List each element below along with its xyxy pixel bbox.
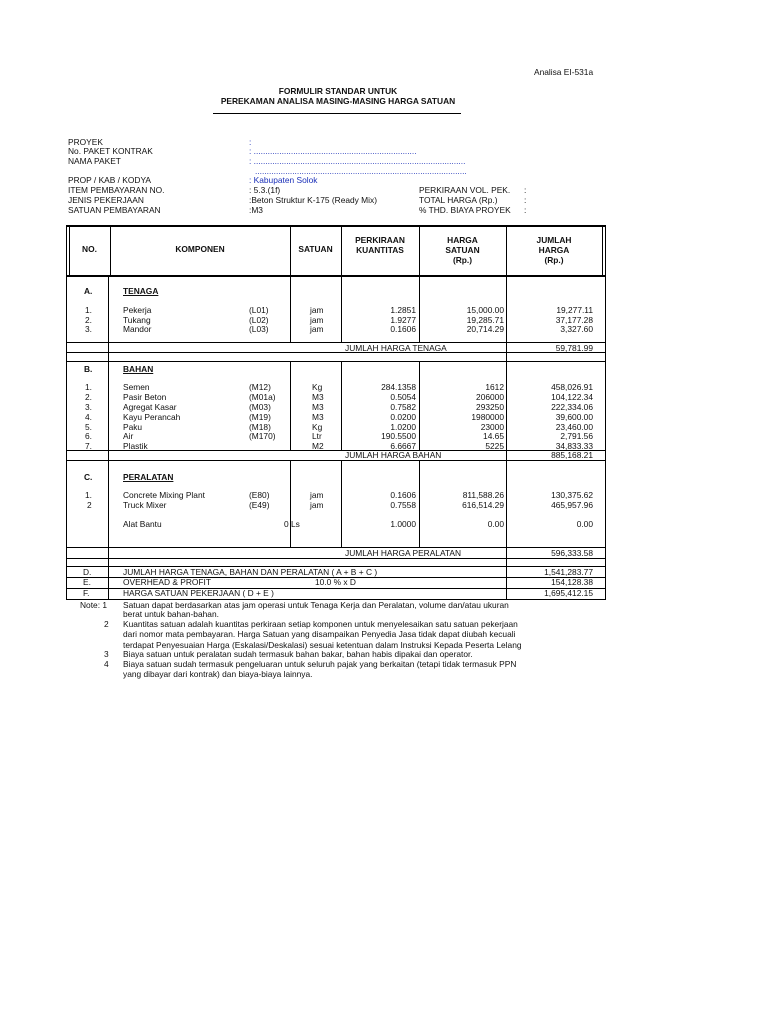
row-unit: Kg (312, 382, 323, 392)
row-name: Pasir Beton (123, 392, 167, 402)
row-qty: 1.2851 (390, 305, 416, 315)
row-price: 19,285.71 (466, 315, 504, 325)
jenis-value: :Beton Struktur K-175 (Ready Mix) (249, 195, 378, 205)
summary-code: F. (83, 588, 90, 598)
col-header-jumlah-3: (Rp.) (544, 255, 564, 265)
row-price: 206000 (476, 392, 504, 402)
row-code: (M03) (249, 402, 271, 412)
row-code: (E49) (249, 500, 270, 510)
nama-paket-label: NAMA PAKET (68, 156, 121, 166)
section-b-title: BAHAN (123, 364, 154, 374)
row-qty: 0.1606 (390, 490, 416, 500)
row-code: (L01) (249, 305, 269, 315)
row-qty: 0.0200 (390, 412, 416, 422)
row-code: (L02) (249, 315, 269, 325)
col-header-kuantitas-2: KUANTITAS (356, 245, 404, 255)
satuan-pembayaran-label: SATUAN PEMBAYARAN (68, 205, 161, 215)
row-unit: Ls (291, 519, 300, 529)
row-name: Air (123, 431, 134, 441)
row-unit: Ltr (312, 431, 322, 441)
row-name: Alat Bantu (123, 519, 162, 529)
row-price: 811,588.26 (462, 490, 504, 500)
row-unit: jam (310, 324, 324, 334)
row-unit: Kg (312, 422, 323, 432)
note-1-line-2: berat untuk bahan-bahan. (123, 609, 219, 619)
note-1-line-1: Satuan dapat berdasarkan atas jam operasi untuk Tenaga Kerja dan Peralatan, volume dan/atau ukuran (123, 600, 509, 610)
row-total: 130,375.62 (551, 490, 593, 500)
title-line-1: FORMULIR STANDAR UNTUK (278, 86, 398, 96)
col-header-no: NO. (82, 244, 97, 254)
total-harga-value: : (524, 195, 527, 205)
proyek-label: PROYEK (68, 137, 103, 147)
row-code: (M12) (249, 382, 271, 392)
row-unit: M2 (312, 441, 324, 451)
row-code: (M01a) (249, 392, 276, 402)
row-price: 616,514.29 (462, 500, 504, 510)
row-no: 7. (85, 441, 92, 451)
col-header-satuan: SATUAN (298, 244, 333, 254)
summary-value: 154,128.38 (551, 577, 593, 587)
summary-code: E. (83, 577, 91, 587)
row-total: 37,177.28 (555, 315, 593, 325)
row-total: 104,122.34 (551, 392, 593, 402)
row-unit: jam (310, 500, 324, 510)
summary-value: 1,695,412.15 (544, 588, 593, 598)
total-harga-label: TOTAL HARGA (Rp.) (419, 195, 498, 205)
row-total: 2,791.56 (560, 431, 593, 441)
row-qty: 0.7558 (390, 500, 416, 510)
summary-value: 1,541,283.77 (544, 567, 593, 577)
row-unit: M3 (312, 392, 324, 402)
row-total: 0.00 (576, 519, 593, 529)
document-code: Analisa EI-531a (534, 67, 594, 77)
row-name: Pekerja (123, 305, 152, 315)
prop-value: : Kabupaten Solok (249, 175, 318, 185)
col-header-harga-3: (Rp.) (452, 255, 473, 265)
row-total: 3,327.60 (560, 324, 593, 334)
row-no: 5. (85, 422, 92, 432)
row-unit: jam (310, 315, 324, 325)
row-price: 14.65 (483, 431, 504, 441)
col-header-komponen: KOMPONEN (175, 244, 225, 254)
title-line-2: PEREKAMAN ANALISA MASING-MASING HARGA SATUAN (220, 96, 456, 106)
note-4-number: 4 (104, 659, 109, 669)
section-b-total-label: JUMLAH HARGA BAHAN (345, 450, 442, 460)
summary-extra: 10.0 % x D (315, 577, 356, 587)
row-name: Paku (123, 422, 143, 432)
row-no: 3. (85, 402, 92, 412)
row-price: 1612 (485, 382, 504, 392)
row-no: 3. (85, 324, 92, 334)
section-b-total: 885,168.21 (551, 450, 593, 460)
row-price: 5225 (485, 441, 504, 451)
section-a-total: 59,781.99 (555, 343, 593, 353)
row-unit: M3 (312, 402, 324, 412)
row-price: 0.00 (487, 519, 504, 529)
row-total: 465,957.96 (551, 500, 593, 510)
row-qty: 0.7582 (390, 402, 416, 412)
row-name: Kayu Perancah (123, 412, 181, 422)
section-c-total: 596,333.58 (551, 548, 593, 558)
row-no: 2. (85, 315, 92, 325)
col-header-harga-1: HARGA (447, 235, 478, 245)
row-price: 15,000.00 (466, 305, 504, 315)
row-qty: 1.0000 (390, 519, 416, 529)
col-header-harga-2: SATUAN (445, 245, 480, 255)
row-name: Semen (123, 382, 150, 392)
section-a-code: A. (84, 286, 93, 296)
row-name: Tukang (123, 315, 151, 325)
note-3-line-1: Biaya satuan untuk peralatan sudah termasuk bahan bakar, bahan habis dipakai dan operator. (123, 649, 473, 659)
note-2-line-1: Kuantitas satuan adalah kuantitas perkiraan setiap komponen untuk menyelesaikan satu satuan pekerjaan (123, 619, 518, 629)
row-code: (E80) (249, 490, 270, 500)
row-code: (M18) (249, 422, 271, 432)
row-code: (M170) (249, 431, 276, 441)
prop-label: PROP / KAB / KODYA (68, 175, 152, 185)
row-code: 0 (284, 519, 289, 529)
row-qty: 0.5054 (390, 392, 416, 402)
row-no: 4. (85, 412, 92, 422)
row-unit: jam (310, 305, 324, 315)
row-qty: 6.6667 (390, 441, 416, 451)
row-no: 1. (85, 490, 92, 500)
col-header-jumlah-1: JUMLAH (536, 235, 572, 245)
pct-value: : (524, 205, 527, 215)
proyek-value: : (249, 137, 252, 147)
row-qty: 1.0200 (390, 422, 416, 432)
col-header-jumlah-2: HARGA (538, 245, 570, 255)
row-name: Mandor (123, 324, 152, 334)
section-c-total-label: JUMLAH HARGA PERALATAN (345, 548, 462, 558)
title-underline (213, 113, 461, 114)
summary-code: D. (83, 567, 92, 577)
row-total: 19,277.11 (556, 305, 593, 315)
row-total: 34,833.33 (555, 441, 593, 451)
row-total: 222,334.06 (551, 402, 593, 412)
row-no: 6. (85, 431, 92, 441)
section-c-title: PERALATAN (123, 472, 174, 482)
note-2-number: 2 (104, 619, 109, 629)
jenis-label: JENIS PEKERJAAN (68, 195, 144, 205)
row-price: 293250 (476, 402, 504, 412)
satuan-pembayaran-value: :M3 (249, 205, 263, 215)
note-4-line-2: yang dibayar dari kontrak) dan biaya-biaya lainnya. (123, 669, 313, 679)
row-name: Plastik (123, 441, 148, 451)
row-price: 20,714.29 (466, 324, 504, 334)
row-no: 1. (85, 382, 92, 392)
row-name: Concrete Mixing Plant (123, 490, 205, 500)
nama-paket-value-2: ........................................................................................... (255, 166, 467, 176)
notes-label: Note: 1 (80, 600, 108, 610)
section-a-title: TENAGA (123, 286, 159, 296)
row-code: (L03) (249, 324, 269, 334)
row-price: 23000 (480, 422, 504, 432)
col-header-kuantitas-1: PERKIRAAN (355, 235, 405, 245)
row-total: 39,600.00 (555, 412, 593, 422)
section-c-code: C. (84, 472, 93, 482)
row-price: 1980000 (471, 412, 504, 422)
note-2-line-3: terdapat Penyesuaian Harga (Eskalasi/Deskalasi) sesuai ketentuan dalam Instruksi Kepada Peserta Lelang (123, 640, 522, 650)
row-name: Truck Mixer (123, 500, 167, 510)
row-unit: M3 (312, 412, 324, 422)
section-a-total-label: JUMLAH HARGA TENAGA (345, 343, 447, 353)
paket-value: : ...................................................................... (249, 146, 417, 156)
note-2-line-2: dari nomor mata pembayaran. Harga Satuan yang disampaikan Penyedia Jasa tidak dapat diubah kecuali (123, 629, 516, 639)
row-qty: 284.1358 (381, 382, 416, 392)
item-value: : 5.3.(1f) (249, 185, 281, 195)
row-total: 23,460.00 (555, 422, 593, 432)
row-qty: 0.1606 (390, 324, 416, 334)
note-4-line-1: Biaya satuan sudah termasuk pengeluaran untuk seluruh pajak yang berkaitan (tetapi tidak termasuk PPN (123, 659, 517, 669)
summary-label: HARGA SATUAN PEKERJAAN ( D + E ) (123, 588, 274, 598)
item-label: ITEM PEMBAYARAN NO. (68, 185, 165, 195)
nama-paket-value: : ........................................................................................... (249, 156, 466, 166)
row-no: 1. (85, 305, 92, 315)
vol-label: PERKIRAAN VOL. PEK. (419, 185, 511, 195)
paket-label: No. PAKET KONTRAK (68, 146, 153, 156)
row-name: Agregat Kasar (123, 402, 177, 412)
row-code: (M19) (249, 412, 271, 422)
pct-label: % THD. BIAYA PROYEK (419, 205, 511, 215)
row-unit: jam (310, 490, 324, 500)
summary-label: OVERHEAD & PROFIT (123, 577, 211, 587)
row-no: 2 (87, 500, 92, 510)
summary-label: JUMLAH HARGA TENAGA, BAHAN DAN PERALATAN ( A + B + C ) (123, 567, 378, 577)
row-qty: 1.9277 (390, 315, 416, 325)
vol-value: : (524, 185, 527, 195)
note-3-number: 3 (104, 649, 109, 659)
row-qty: 190.5500 (381, 431, 416, 441)
section-b-code: B. (84, 364, 93, 374)
row-no: 2. (85, 392, 92, 402)
row-total: 458,026.91 (551, 382, 593, 392)
